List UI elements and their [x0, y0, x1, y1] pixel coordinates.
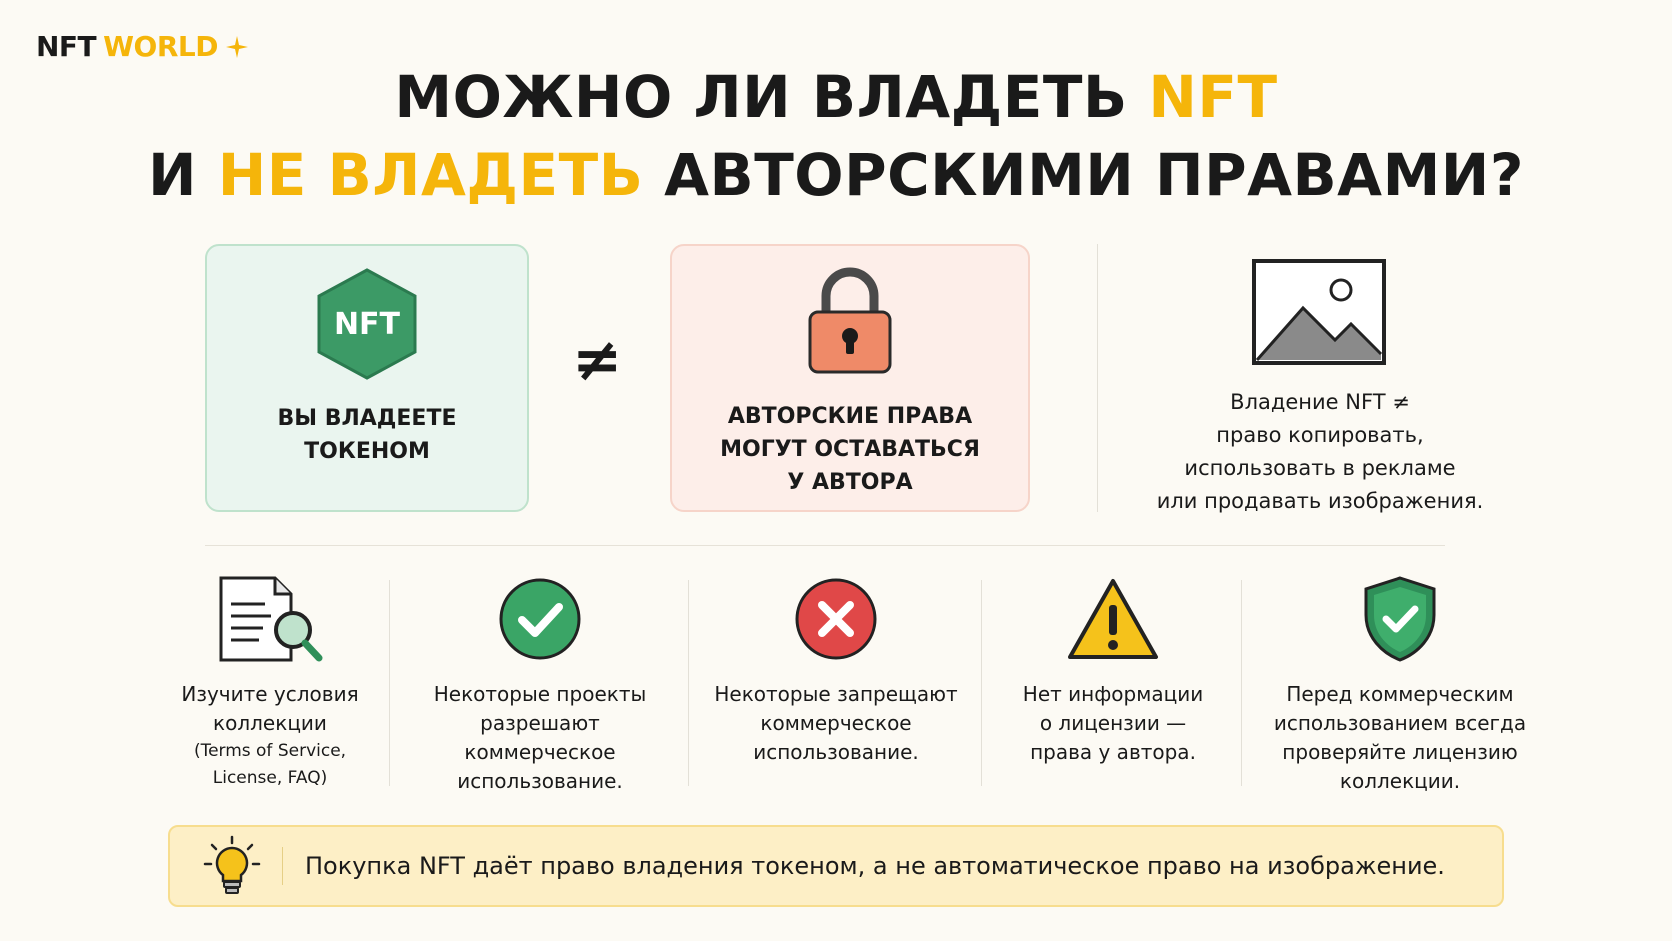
key-takeaway-banner: [168, 825, 1504, 907]
tip-subtext: (Terms of Service, License, FAQ): [193, 741, 347, 788]
tip-column-no-info: [990, 568, 1236, 767]
banner-divider: [282, 847, 283, 885]
title-part: МОЖНО ЛИ ВЛАДЕТЬ: [394, 63, 1149, 131]
title-part: И: [148, 141, 218, 209]
divider: [981, 580, 982, 786]
title-highlight: NFT: [1148, 63, 1278, 131]
divider: [1241, 580, 1242, 786]
tip-text: Перед коммерческим использованием всегда проверяйте лицензию коллекции.: [1273, 682, 1527, 793]
key-takeaway-text: Покупка NFT даёт право владения токеном, а не автоматическое право на изображение.: [305, 852, 1445, 880]
title-highlight: НЕ ВЛАДЕТЬ: [217, 141, 644, 209]
nft-hexagon-icon: [315, 268, 419, 380]
tip-text: Некоторые запрещают коммерческое использование.: [714, 682, 958, 764]
warning-icon: [1067, 577, 1159, 661]
lightbulb-icon: [200, 834, 264, 898]
x-circle-icon: [794, 577, 878, 661]
tip-column-forbid: [700, 568, 972, 767]
check-circle-icon: [498, 577, 582, 661]
section-divider: [205, 545, 1445, 546]
shield-check-icon: [1362, 575, 1438, 663]
tip-column-allow: [400, 568, 680, 796]
image-icon: [1251, 258, 1387, 366]
token-label: ВЫ ВЛАДЕЕТЕ ТОКЕНОМ: [277, 406, 457, 464]
divider: [389, 580, 390, 786]
ownership-info: Владение NFT ≠ право копировать, использовать в рекламе или продавать изображения.: [1156, 390, 1484, 513]
title-part: АВТОРСКИМИ ПРАВАМИ?: [643, 141, 1524, 209]
divider: [1097, 244, 1098, 512]
tip-text: Нет информации о лицензии — права у автора.: [1022, 682, 1204, 764]
lock-icon: [804, 264, 896, 376]
rights-card: [670, 244, 1030, 512]
page-title: [0, 58, 1672, 214]
tip-column-study: [150, 568, 390, 792]
tip-column-check-license: [1250, 568, 1550, 796]
tip-text: Некоторые проекты разрешают коммерческое использование.: [433, 682, 647, 793]
tip-text: Изучите условия коллекции: [181, 682, 359, 735]
token-card: [205, 244, 529, 512]
nft-badge-text: NFT: [333, 307, 401, 342]
brand-world: WORLD: [103, 30, 219, 63]
rights-label: АВТОРСКИЕ ПРАВА МОГУТ ОСТАВАТЬСЯ У АВТОРА: [720, 404, 980, 495]
sparkle-icon: [225, 35, 249, 59]
document-search-icon: [215, 574, 325, 664]
brand-nft: NFT: [36, 30, 97, 63]
not-equal-sign: ≠: [572, 325, 623, 395]
divider: [688, 580, 689, 786]
